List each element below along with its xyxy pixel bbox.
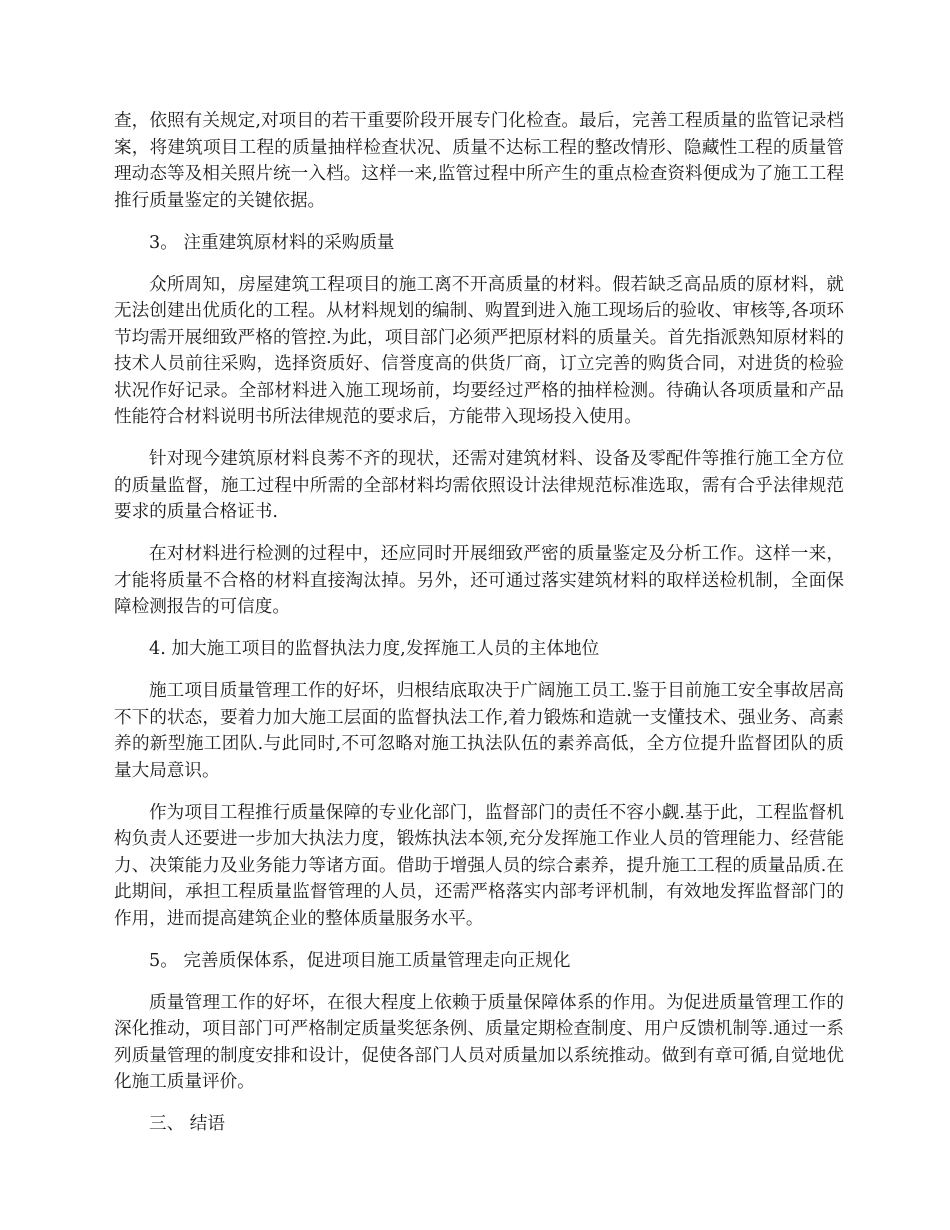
paragraph: 在对材料进行检测的过程中，还应同时开展细致严密的质量鉴定及分析工作。这样一来，才能将质量不合格的材料直接淘汰掉。另外，还可通过落实建筑材料的取样送检机制，全面保障检测报告的可信度。 [114, 544, 844, 617]
paragraph: 施工项目质量管理工作的好坏，归根结底取决于广阔施工员工.鉴于目前施工安全事故居高不下的状态，要着力加大施工层面的监督执法工作,着力锻炼和造就一支懂技术、强业务、高素养的新型施工团队.与此同时,不可忽略对施工执法队伍的素养高低，全方位提升监督团队的质量大局意识。 [114, 681, 844, 781]
section-heading-4: 4. 加大施工项目的监督执法力度,发挥施工人员的主体地位 [149, 639, 600, 659]
paragraph: 作为项目工程推行质量保障的专业化部门，监督部门的责任不容小觑.基于此，工程监督机构负责人还要进一步加大执法力度，锻炼执法本领,充分发挥施工作业人员的管理能力、经营能力、决策能力及业务能力等诸方面。借助于增强人员的综合素养，提升施工工程的质量品质.在此期间，承担工程质量监督管理的人员，还需严格落实内部考评机制，有效地发挥监督部门的作用，进而提高建筑企业的整体质量服务水平。 [114, 802, 844, 929]
paragraph: 众所周知，房屋建筑工程项目的施工离不开高质量的材料。假若缺乏高品质的原材料，就无法创建出优质化的工程。从材料规划的编制、购置到进入施工现场后的验收、审核等,各项环节均需开展细致严格的管控.为此，项目部门必须严把原材料的质量关。首先指派熟知原材料的技术人员前往采购，选择资质好、信誉度高的供货厂商，订立完善的购货合同，对进货的检验状况作好记录。全部材料进入施工现场前，均要经过严格的抽样检测。待确认各项质量和产品性能符合材料说明书所法律规范的要求后，方能带入现场投入使用。 [114, 274, 844, 427]
section-heading-3: 3。 注重建筑原材料的采购质量 [149, 232, 395, 253]
paragraph: 针对现今建筑原材料良莠不齐的现状，还需对建筑材料、设备及零配件等推行施工全方位的质量监督，施工过程中所需的全部材料均需依照设计法律规范标准选取，需有合乎法律规范要求的质量合格证书. [114, 449, 844, 522]
document-body [114, 108, 844, 1153]
paragraph-continuation: 查，依照有关规定,对项目的若干重要阶段开展专门化检查。最后，完善工程质量的监管记录档案，将建筑项目工程的质量抽样检查状况、质量不达标工程的整改情形、隐藏性工程的质量管理动态等及相关照片统一入档。这样一来,监管过程中所产生的重点检查资料便成为了施工工程推行质量鉴定的关键依据。 [114, 111, 844, 211]
section-heading-5: 5。 完善质保体系，促进项目施工质量管理走向正规化 [149, 950, 571, 971]
paragraph: 质量管理工作的好坏，在很大程度上依赖于质量保障体系的作用。为促进质量管理工作的深化推动，项目部门可严格制定质量奖惩条例、质量定期检查制度、用户反馈机制等.通过一系列质量管理的制度安排和设计，促使各部门人员对质量加以系统推动。做到有章可循,自觉地优化施工质量评价。 [114, 992, 844, 1092]
section-heading-conclusion: 三、 结语 [149, 1114, 225, 1134]
